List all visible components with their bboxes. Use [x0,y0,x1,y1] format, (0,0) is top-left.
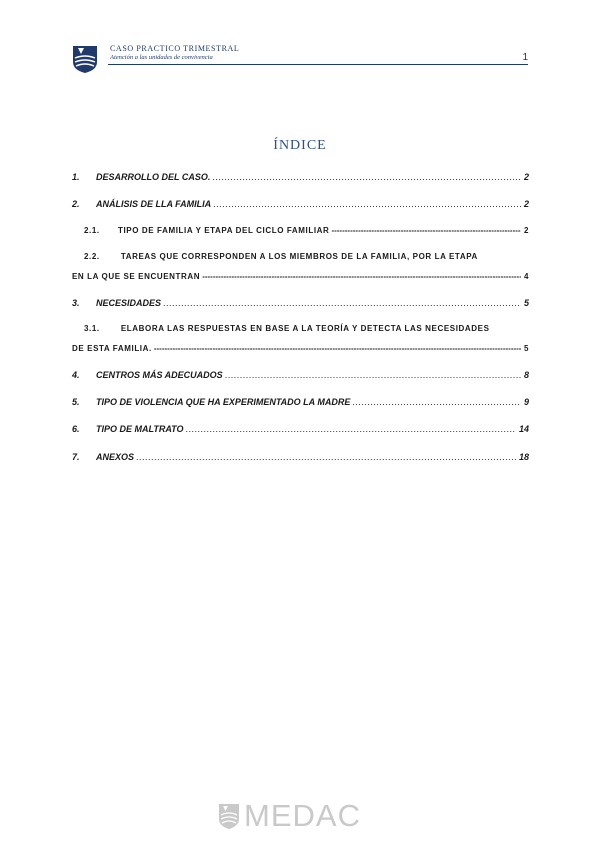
dot-leader [212,172,521,182]
toc-entry-page: 8 [523,370,529,380]
toc-entry-1[interactable] [72,172,529,182]
toc-entry-label: CENTROS MÁS ADECUADOS [96,370,223,380]
toc-entry-label-line1: TAREAS QUE CORRESPONDEN A LOS MIEMBROS DE LA FAMILIA, POR LA ETAPA [120,252,478,261]
toc-entry-label-line2: EN LA QUE SE ENCUENTRAN [72,272,201,281]
toc-entry-page: 2 [523,199,529,209]
toc-entry-page: 2 [523,226,529,235]
toc-entry-number: 3.1. [84,324,100,333]
toc-entry-page: 2 [523,172,529,182]
dot-leader [186,424,516,434]
toc-entry-number: 1. [72,172,80,182]
medac-shield-icon [72,44,98,74]
toc-entry-number: 3. [72,298,80,308]
toc-entry-label: ANEXOS [96,452,135,462]
toc-title: ÍNDICE [273,138,327,153]
toc-entry-7[interactable] [72,452,529,462]
dot-leader [136,452,516,462]
toc-entry-page: 18 [518,452,529,462]
toc-entry-page: 5 [523,344,529,353]
header-title: CASO PRACTICO TRIMESTRAL [110,44,240,53]
footer-brand: MEDAC [244,798,361,833]
dot-leader [213,199,521,209]
toc-entry-6[interactable] [72,424,529,434]
toc-entry-2-1[interactable] [72,226,529,235]
dot-leader [352,397,521,407]
toc-entry-page: 5 [523,298,529,308]
dash-leader [154,344,521,353]
toc-entry-page: 9 [523,397,529,407]
toc-entry-5[interactable] [72,397,529,407]
dash-leader [331,226,521,235]
toc-entry-3-1-line2[interactable] [72,344,529,353]
toc-entry-number: 7. [72,452,80,462]
toc-entry-3[interactable] [72,298,529,308]
page-footer [218,800,378,836]
page-header [72,44,528,74]
toc-entry-label: TIPO DE VIOLENCIA QUE HA EXPERIMENTADO LA MADRE [96,397,351,407]
page-number: 1 [522,52,528,63]
toc-entry-number: 6. [72,424,80,434]
toc-entry-number: 5. [72,397,80,407]
toc-entry-label: DESARROLLO DEL CASO. [96,172,211,182]
toc-entry-label: TIPO DE MALTRATO [96,424,184,434]
toc-entry-page: 4 [523,272,529,281]
toc-entry-number: 2.2. [84,252,100,261]
toc-entry-3-1-line1[interactable] [72,324,529,333]
toc-entry-2-2-line2[interactable] [72,272,529,281]
toc-entry-2[interactable] [72,199,529,209]
toc-entry-label: ANÁLISIS DE LLA FAMILIA [96,199,212,209]
dot-leader [163,298,521,308]
toc-entry-label: NECESIDADES [96,298,162,308]
header-subtitle: Atención a las unidades de convivencia [110,54,213,61]
toc-entry-number: 4. [72,370,80,380]
toc-entry-2-2-line1[interactable] [72,252,529,261]
toc-entry-number: 2. [72,199,80,209]
medac-shield-icon [218,802,240,830]
toc-entry-page: 14 [518,424,529,434]
toc-entry-4[interactable] [72,370,529,380]
toc-entry-number: 2.1. [84,226,100,235]
toc-entry-label-line2: DE ESTA FAMILIA. [72,344,152,353]
dot-leader [225,370,521,380]
dash-leader [202,272,521,281]
header-text [110,44,239,62]
header-divider [108,64,528,65]
toc-entry-label: TIPO DE FAMILIA Y ETAPA DEL CICLO FAMILIAR [118,226,330,235]
toc-entry-label-line1: ELABORA LAS RESPUESTAS EN BASE A LA TEORÍA Y DETECTA LAS NECESIDADES [120,324,490,333]
